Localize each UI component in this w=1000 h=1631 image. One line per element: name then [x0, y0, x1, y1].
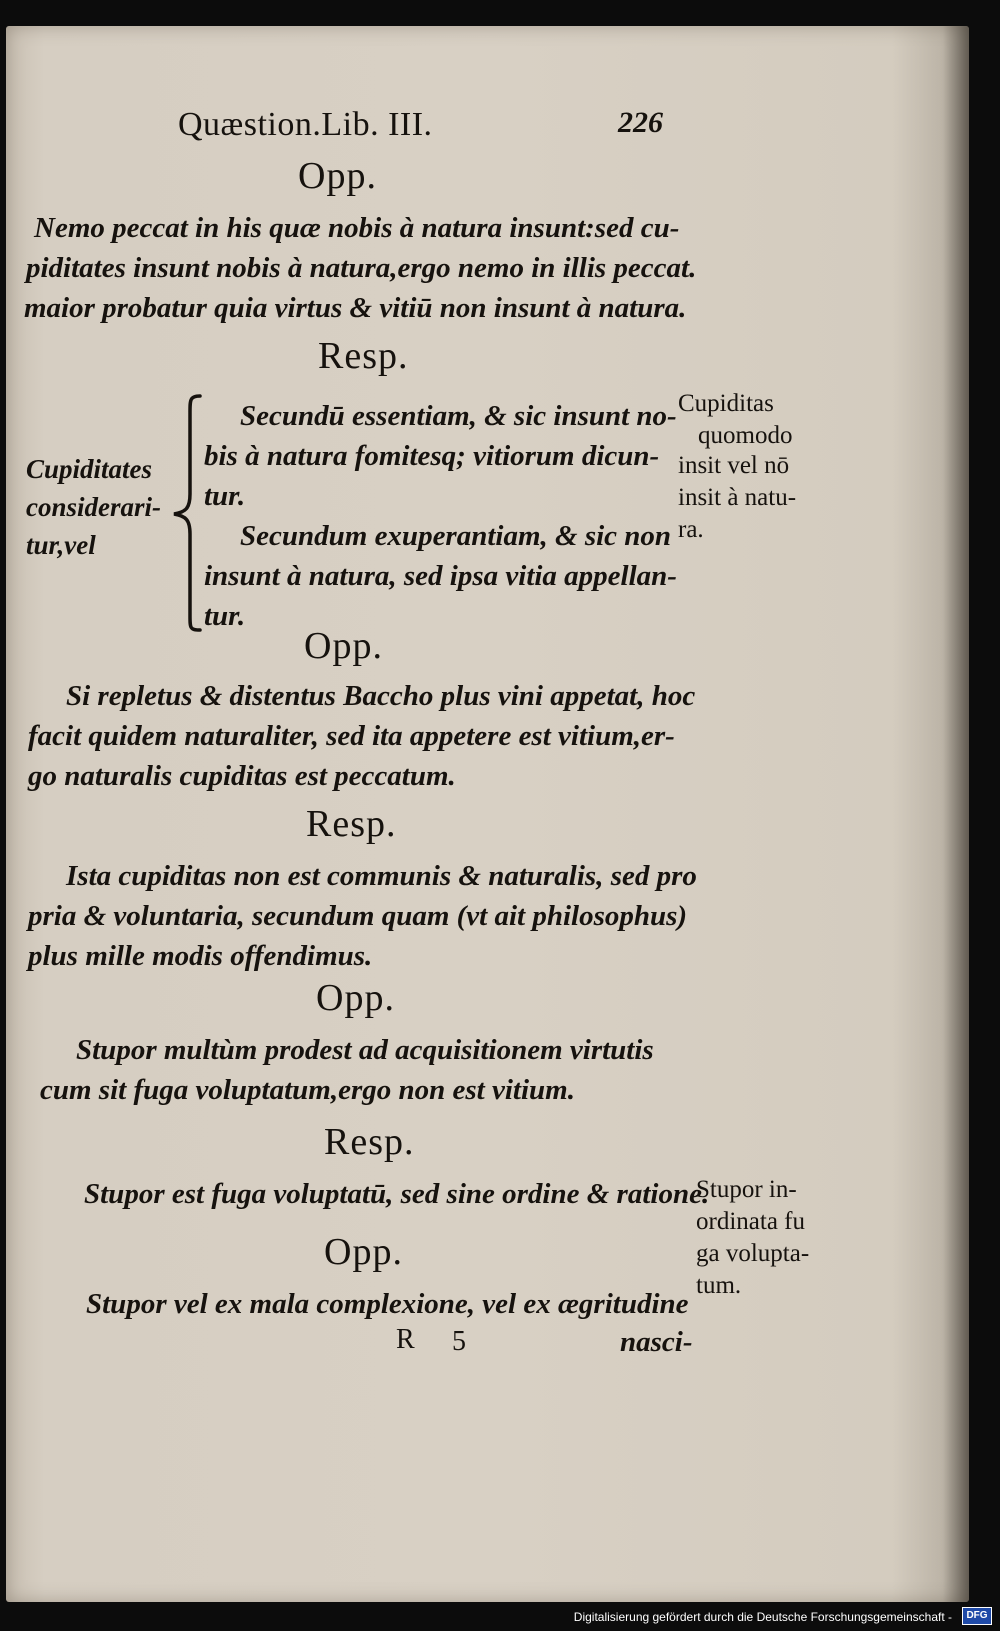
- text-line: Ista cupiditas non est communis & naturalis, sed pro: [66, 860, 697, 892]
- text-line: bis à natura fomitesq; vitiorum dicun-: [204, 440, 660, 472]
- text-line: Stupor vel ex mala complexione, vel ex ægritudine: [86, 1288, 689, 1320]
- marginal-note-line: ga volupta-: [696, 1240, 810, 1267]
- text-line: tur.: [204, 480, 246, 512]
- marginal-note-line: Stupor in-: [696, 1176, 797, 1203]
- marginal-note-line: insit à natu-: [678, 484, 797, 511]
- text-line: Si repletus & distentus Baccho plus vini appetat, hoc: [66, 680, 696, 712]
- brace-label-line: considerari-: [26, 492, 161, 522]
- text-line: plus mille modis offendimus.: [28, 940, 373, 972]
- text-line: maior probatur quia virtus & vitiū non insunt à natura.: [24, 292, 687, 324]
- text-line: facit quidem naturaliter, sed ita appetere est vitium,er-: [28, 720, 675, 752]
- text-line: go naturalis cupiditas est peccatum.: [28, 760, 456, 792]
- signature-number: 5: [452, 1326, 466, 1357]
- marginal-note-line: ordinata fu: [696, 1208, 805, 1235]
- page-number: 226: [618, 106, 663, 139]
- signature-mark: R: [396, 1324, 415, 1355]
- section-heading-resp: Resp.: [318, 335, 409, 377]
- section-heading-opp: Opp.: [324, 1231, 403, 1273]
- text-line: pria & voluntaria, secundum quam (vt ait philosophus): [28, 900, 688, 932]
- text-line: Secundū essentiam, & sic insunt no-: [240, 400, 677, 432]
- curly-brace-icon: [166, 390, 206, 634]
- text-line: insunt à natura, sed ipsa vitia appellan-: [204, 560, 677, 592]
- marginal-note-line: tum.: [696, 1272, 742, 1299]
- text-line: tur.: [204, 600, 246, 632]
- marginal-note-line: insit vel nō: [678, 452, 790, 479]
- catchword: nasci-: [620, 1326, 693, 1358]
- section-heading-opp: Opp.: [304, 625, 383, 667]
- brace-label-line: tur,vel: [26, 530, 96, 560]
- book-page: [6, 26, 969, 1602]
- text-line: piditates insunt nobis à natura,ergo nemo in illis peccat.: [26, 252, 697, 284]
- section-heading-resp: Resp.: [324, 1121, 415, 1163]
- running-head-title: Quæstion.Lib. III.: [178, 106, 433, 143]
- section-heading-resp: Resp.: [306, 803, 397, 845]
- text-line: Stupor est fuga voluptatū, sed sine ordine & ratione.: [84, 1178, 710, 1210]
- section-heading-opp: Opp.: [316, 977, 395, 1019]
- brace-label-line: Cupiditates: [26, 454, 153, 484]
- digitization-credit: Digitalisierung gefördert durch die Deutsche Forschungsgemeinschaft -: [573, 1610, 952, 1624]
- marginal-note-line: quomodo: [698, 422, 793, 449]
- text-line: Stupor multùm prodest ad acquisitionem virtutis: [76, 1034, 654, 1066]
- text-line: Nemo peccat in his quæ nobis à natura insunt:sed cu-: [34, 212, 680, 244]
- text-line: Secundum exuperantiam, & sic non: [240, 520, 672, 552]
- section-heading-opp: Opp.: [298, 155, 377, 197]
- marginal-note-line: ra.: [678, 516, 704, 543]
- marginal-note-line: Cupiditas: [678, 390, 774, 417]
- dfg-logo: DFG: [962, 1607, 992, 1625]
- text-line: cum sit fuga voluptatum,ergo non est vitium.: [40, 1074, 575, 1106]
